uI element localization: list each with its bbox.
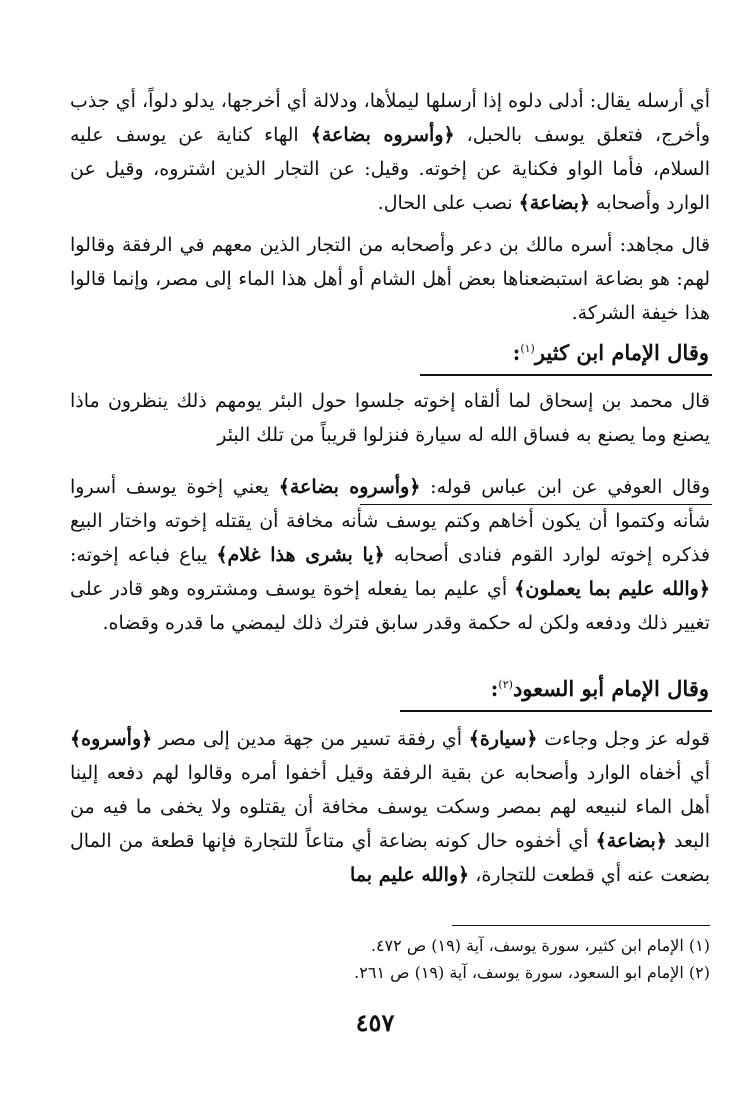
paragraph-1-text-b: الهاء كناية عن يوسف عليه السلام، فأما الواو فكناية عن إخوته. وقيل: عن التجار الذين اشتروه، وقيل عن الوارد وأصحابه (70, 124, 710, 214)
paragraph-1 (70, 84, 710, 220)
quran-quote: ﴿والله عليم بما يعملون﴾ (514, 578, 710, 600)
paragraph-4 (70, 470, 710, 640)
quran-quote: ﴿يا بشرى هذا غلام﴾ (216, 544, 385, 566)
heading-colon: : (512, 340, 521, 365)
paragraph-3-text: قال محمد بن إسحاق لما ألقاه إخوته جلسوا حول البئر يومهم ذلك ينظرون ماذا يصنع وما يصنع به فساق الله له سيارة فنزلوا قريباً من تلك البئر (70, 390, 710, 446)
footnote-ref-1: (١) (520, 342, 535, 355)
heading-ibn-kathir (513, 340, 709, 365)
quran-quote: ﴿وأسروه بضاعة﴾ (310, 124, 455, 146)
page-number: ٤٥٧ (355, 1008, 395, 1037)
heading-abu-alsuud-text: وقال الإمام أبو السعود (512, 676, 709, 701)
footnote-divider (452, 925, 710, 926)
footnote-1: (١) الإمام ابن كثير، سورة يوسف، آية (١٩) ص ٤٧٢. (370, 936, 710, 955)
heading-underline (420, 374, 712, 376)
footnotes (150, 932, 710, 986)
footnote-2: (٢) الإمام ابو السعود، سورة يوسف، آية (١٩) ص ٢٦١. (354, 963, 710, 982)
paragraph-3 (70, 384, 710, 452)
quran-quote: ﴿سيارة﴾ (468, 728, 538, 750)
quran-quote: ﴿بضاعة﴾ (595, 830, 667, 852)
heading-underline (400, 710, 712, 712)
quran-quote: ﴿وأسروه﴾ (70, 728, 153, 750)
footnote-ref-2: (٢) (498, 678, 513, 691)
paragraph-1-text-c: نصب على الحال. (377, 192, 519, 214)
heading-colon: : (490, 676, 499, 701)
paragraph-4-text-c: يباع فباعه إخوته: (70, 544, 217, 566)
quran-quote: ﴿وأسروه بضاعة﴾ (278, 476, 421, 498)
intro-underline (360, 504, 712, 505)
paragraph-4-text-b: يعني إخوة يوسف أسروا شأنه وكتموا أن يكون أخاهم وكتم يوسف شأنه مخافة أن يقتله إخوته واختار البيع فذكره إخوته لوارد القوم فنادى أصحابه (70, 476, 710, 566)
paragraph-2 (70, 228, 710, 330)
paragraph-4-text-a: وقال العوفي عن ابن عباس قوله: (420, 476, 710, 498)
paragraph-4-text-d: أي عليم بما يفعله إخوة يوسف ومشتروه وهو قادر على تغيير ذلك ودفعه ولكن له حكمة وقدر سابق فترك ذلك ليمضي ما قدره وقضاه. (70, 578, 710, 634)
heading-abu-alsuud (491, 676, 709, 701)
paragraph-5-text-c: أي أخفاه الوارد وأصحابه عن بقية الرفقة وقيل أخفوا أمره وقالوا لهم دفعه إلينا أهل الماء لنبيعه لهم بمصر وسكت يوسف مخافة أن يقتلوه ولا يخفى ما فيه من البعد (70, 762, 710, 852)
paragraph-1-text-a: أي أرسله يقال: أدلى دلوه إذا أرسلها ليملأها، ودلالة أي أخرجها، يدلو دلواً، أي جذب وأخرج، فتعلق يوسف بالحبل، (70, 90, 711, 146)
paragraph-5-text-d: أي أخفوه حال كونه بضاعة أي متاعاً للتجارة فإنها قطعة من المال بضعت عنه أي قطعت للتجارة، (70, 830, 710, 886)
paragraph-2-text: قال مجاهد: أسره مالك بن دعر وأصحابه من التجار الذين معهم في الرفقة وقالوا لهم: هو بضاعة استبضعناها بعض أهل الشام أو أهل هذا الماء إلى مصر، وإنما قالوا هذا خيفة الشركة. (70, 234, 710, 324)
paragraph-5-text-b: أي رفقة تسير من جهة مدين إلى مصر (152, 728, 469, 750)
heading-ibn-kathir-text: وقال الإمام ابن كثير (534, 340, 709, 365)
quran-quote: ﴿والله عليم بما (350, 864, 470, 886)
paragraph-5 (70, 722, 710, 892)
paragraph-5-text-a: قوله عز وجل وجاءت (537, 728, 710, 750)
quran-quote: ﴿بضاعة﴾ (518, 192, 590, 214)
